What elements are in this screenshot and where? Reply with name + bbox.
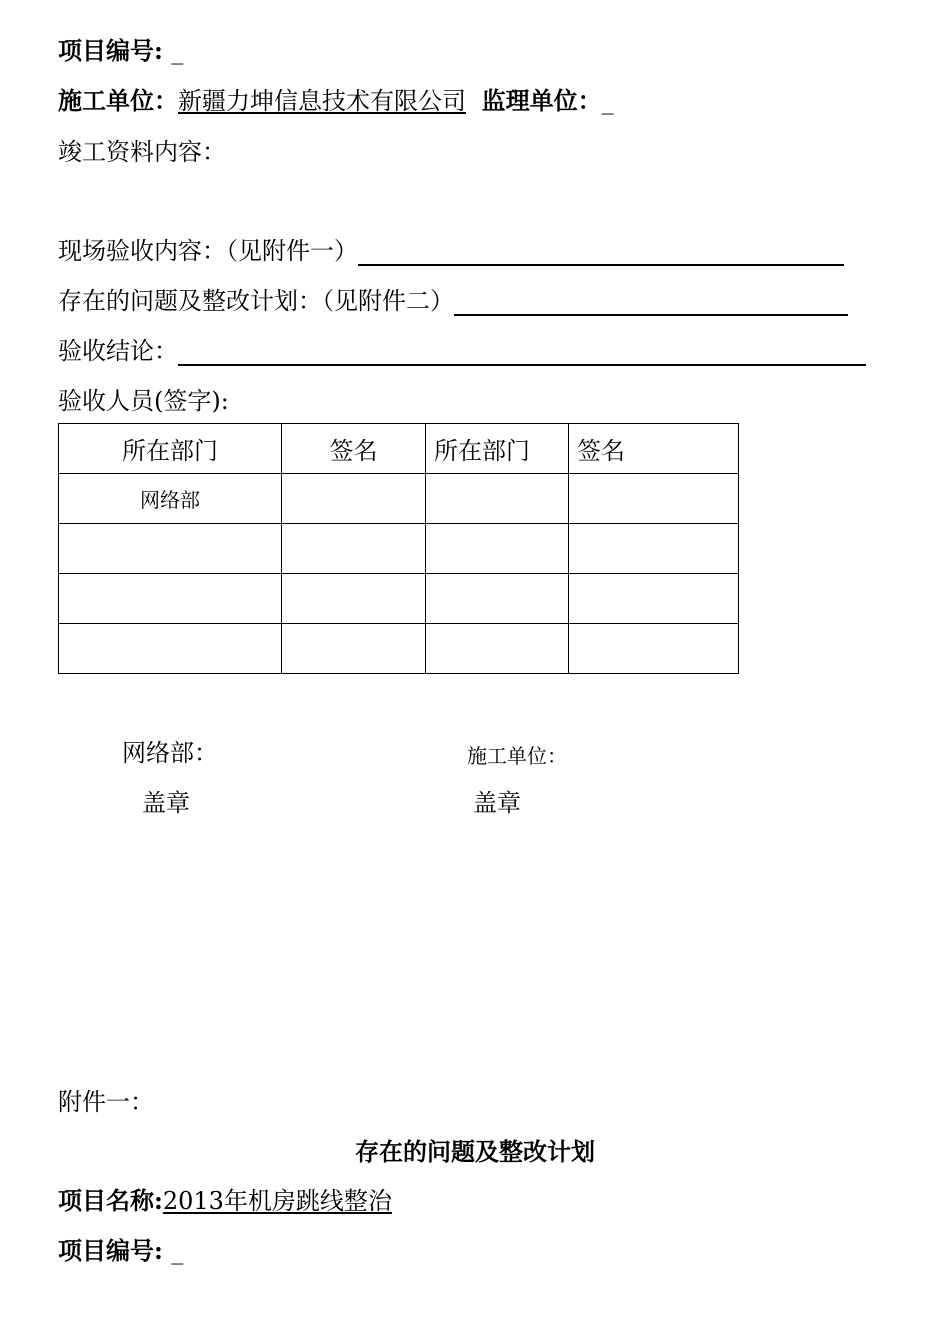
project-name-label: 项目名称: (58, 1186, 163, 1215)
project-number-line (58, 36, 183, 66)
site-acceptance-rule (358, 242, 844, 266)
table-row (59, 574, 739, 624)
table-cell: 网络部 (59, 474, 282, 524)
contractor-stamp: 盖章 (473, 789, 521, 817)
header-signature-2: 签名 (569, 424, 739, 474)
project-name-value: 2013年机房跳线整治 (162, 1187, 392, 1215)
table-cell (59, 524, 282, 574)
header-department-2: 所在部门 (426, 424, 569, 474)
attachment-title: 存在的问题及整改计划 (355, 1137, 595, 1166)
table-cell (59, 624, 282, 674)
completion-docs-label: 竣工资料内容： (58, 138, 226, 166)
network-dept-stamp: 盖章 (142, 789, 190, 817)
attachment-project-number-line (58, 1236, 183, 1266)
table-cell (426, 574, 569, 624)
attachment-project-number-label: 项目编号: (58, 1236, 163, 1265)
table-cell (426, 474, 569, 524)
contractor-stamp-label: 施工单位： (467, 744, 567, 768)
table-cell (59, 574, 282, 624)
network-dept-stamp-label: 网络部： (122, 739, 218, 767)
signature-table (58, 423, 739, 674)
table-cell (569, 624, 739, 674)
supervisor-value: _ (601, 87, 614, 115)
conclusion-rule (178, 342, 866, 366)
conclusion-line (58, 336, 866, 366)
issues-plan-rule (454, 292, 848, 316)
table-cell (426, 524, 569, 574)
project-name-line (58, 1186, 392, 1216)
table-cell (569, 524, 739, 574)
contractor-line (58, 86, 614, 116)
attachment-project-number-value: _ (171, 1237, 184, 1265)
header-department-1: 所在部门 (59, 424, 282, 474)
table-row (59, 524, 739, 574)
project-number-value: _ (171, 37, 184, 65)
conclusion-label: 验收结论： (58, 337, 178, 365)
table-cell (282, 574, 426, 624)
table-cell (282, 474, 426, 524)
site-acceptance-label: 现场验收内容：（见附件一） (58, 237, 358, 265)
table-cell (426, 624, 569, 674)
table-header-row (59, 424, 739, 474)
issues-plan-line (58, 286, 848, 316)
supervisor-label: 监理单位： (481, 86, 602, 115)
table-row (59, 624, 739, 674)
contractor-label: 施工单位： (58, 86, 178, 115)
issues-plan-label: 存在的问题及整改计划：（见附件二） (58, 287, 454, 315)
contractor-value: 新疆力坤信息技术有限公司 (178, 87, 466, 115)
table-cell (282, 624, 426, 674)
attachment-label: 附件一： (58, 1088, 154, 1116)
project-number-label: 项目编号: (58, 36, 163, 65)
table-cell (569, 574, 739, 624)
table-cell (282, 524, 426, 574)
table-row (59, 474, 739, 524)
personnel-label: 验收人员(签字): (58, 387, 229, 415)
header-signature-1: 签名 (282, 424, 426, 474)
site-acceptance-line (58, 236, 844, 266)
table-cell (569, 474, 739, 524)
